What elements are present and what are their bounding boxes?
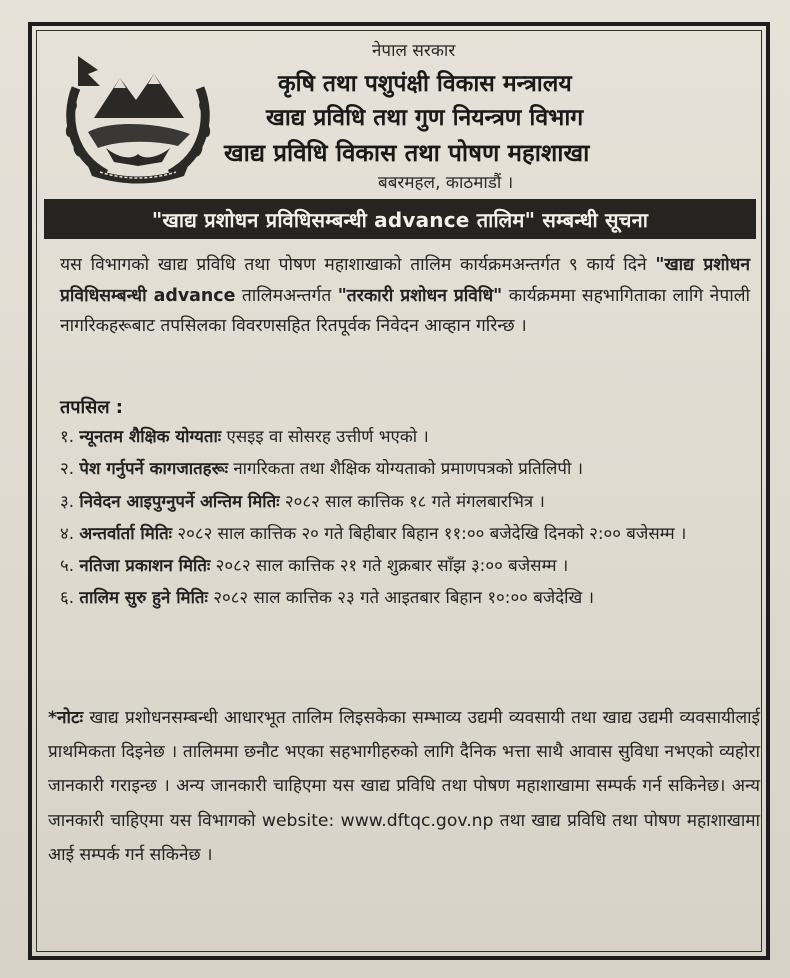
item-label: निवेदन आइपुग्नुपर्ने अन्तिम मितिः (79, 490, 280, 511)
item-number: ६. (60, 587, 75, 608)
intro-text-1: यस विभागको खाद्य प्रविधि तथा पोषण महाशाखाको तालिम कार्यक्रमअन्तर्गत ९ कार्य दिने (60, 255, 656, 275)
list-item (60, 420, 756, 452)
list-item (60, 581, 756, 613)
note-label: *नोटः (48, 708, 84, 728)
list-item (60, 517, 756, 549)
note-text: खाद्य प्रशोधनसम्बन्धी आधारभूत तालिम लिइसकेका सम्भाव्य उद्यमी व्यवसायी तथा खाद्य उद्यमी व्यवसायीलाई प्राथमिकता दिइनेछ । तालिममा छनौट भएका सहभागीहरुको लागि दैनिक भत्ता साथै आवास सुविधा नभएको व्यहोरा जानकारी गराइन्छ । अन्य जानकारी चाहिएमा यस खाद्य प्रविधि तथा पोषण महाशाखामा सम्पर्क गर्न सकिनेछ। अन्य जानकारी चाहिएमा यस विभागको website: www.dftqc.gov.np तथा खाद्य प्रविधि तथा पोषण महाशाखामा आई सम्पर्क गर्न सकिनेछ । (48, 708, 760, 865)
list-item (60, 485, 756, 517)
office-address: बबरमहल, काठमाडौं । (378, 173, 514, 193)
list-item (60, 549, 756, 581)
item-text: २०८२ साल कात्तिक १८ गते मंगलबारभित्र । (279, 490, 545, 511)
item-text: नागरिकता तथा शैक्षिक योग्यताको प्रमाणपत्रको प्रतिलिपी । (228, 458, 583, 479)
ministry-name: कृषि तथा पशुपंक्षी विकास मन्त्रालय (278, 71, 572, 97)
item-number: १. (60, 426, 75, 446)
item-label: नतिजा प्रकाशन मितिः (79, 555, 211, 576)
item-label: अन्तर्वार्ता मितिः (79, 522, 173, 543)
government-name: नेपाल सरकार (372, 41, 456, 61)
nepal-government-emblem-icon (58, 48, 218, 186)
branch-name: खाद्य प्रविधि विकास तथा पोषण महाशाखा (224, 139, 590, 167)
department-name: खाद्य प्रविधि तथा गुण नियन्त्रण विभाग (266, 105, 584, 131)
item-number: ४. (60, 522, 75, 543)
item-text: एसइइ वा सोसरह उत्तीर्ण भएको । (221, 426, 429, 446)
training-name: "खाद्य प्रशोधन प्रविधिसम्बन्धी advance (60, 255, 750, 306)
item-label: तालिम सुरु हुने मितिः (79, 587, 208, 608)
intro-paragraph (60, 250, 750, 342)
item-text: २०८२ साल कात्तिक २० गते बिहीबार बिहान ११:०० बजेदेखि दिनको २:०० बजेसम्म । (172, 522, 687, 543)
item-text: २०८२ साल कात्तिक २३ गते आइतबार बिहान १०:०० बजेदेखि । (207, 587, 594, 608)
list-item (60, 452, 756, 484)
item-label: पेश गर्नुपर्ने कागजातहरूः (79, 458, 229, 479)
details-list (60, 420, 756, 614)
item-number: ३. (60, 490, 75, 511)
note-paragraph (48, 701, 760, 872)
item-number: ५. (60, 555, 75, 576)
program-name: "तरकारी प्रशोधन प्रविधि" (337, 285, 503, 306)
item-text: २०८२ साल कात्तिक २१ गते शुक्रबार साँझ ३:०० बजेसम्म । (210, 555, 569, 576)
item-label: न्यूनतम शैक्षिक योग्यताः (79, 426, 222, 446)
notice-title: "खाद्य प्रशोधन प्रविधिसम्बन्धी advance तालिम" सम्बन्धी सूचना (44, 199, 756, 239)
item-number: २. (60, 458, 75, 479)
details-heading: तपसिल : (60, 397, 123, 418)
intro-text-2: तालिमअन्तर्गत (235, 285, 338, 306)
intro-text-3: कार्यक्रममा सहभागिताका लागि नेपाली नागरिकहरूबाट तपसिलका विवरणसहित रितपूर्वक निवेदन आव्हान गरिन्छ । (60, 285, 750, 336)
